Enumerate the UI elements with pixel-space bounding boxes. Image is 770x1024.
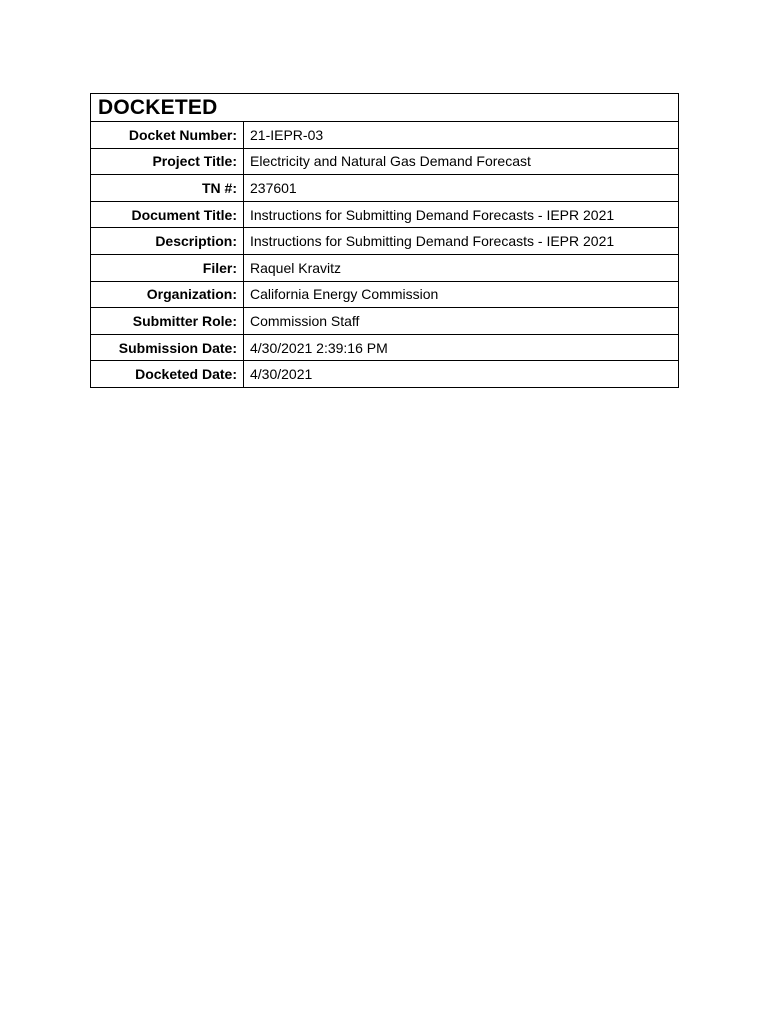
description-value: Instructions for Submitting Demand Forecasts - IEPR 2021 xyxy=(244,228,679,255)
organization-row xyxy=(91,281,678,308)
project-title-value: Electricity and Natural Gas Demand Forecast xyxy=(244,148,679,175)
tn-label: TN #: xyxy=(91,175,244,202)
tn-row xyxy=(91,175,678,202)
project-title-row xyxy=(91,148,678,175)
document-title-value: Instructions for Submitting Demand Forecasts - IEPR 2021 xyxy=(244,201,679,228)
submitter-role-label: Submitter Role: xyxy=(91,308,244,335)
submitter-role-row xyxy=(91,308,678,335)
submitter-role-value: Commission Staff xyxy=(244,308,679,335)
docket-info-table xyxy=(91,122,678,387)
tn-value: 237601 xyxy=(244,175,679,202)
docketed-date-row xyxy=(91,361,678,387)
docket-number-label: Docket Number: xyxy=(91,122,244,148)
description-row xyxy=(91,228,678,255)
filer-value: Raquel Kravitz xyxy=(244,254,679,281)
filer-label: Filer: xyxy=(91,254,244,281)
description-label: Description: xyxy=(91,228,244,255)
submission-date-label: Submission Date: xyxy=(91,334,244,361)
submission-date-value: 4/30/2021 2:39:16 PM xyxy=(244,334,679,361)
docketed-date-value: 4/30/2021 xyxy=(244,361,679,387)
organization-value: California Energy Commission xyxy=(244,281,679,308)
document-title-label: Document Title: xyxy=(91,201,244,228)
docketed-date-label: Docketed Date: xyxy=(91,361,244,387)
docket-number-value: 21-IEPR-03 xyxy=(250,126,324,143)
docketed-heading: DOCKETED xyxy=(91,94,678,122)
filer-row xyxy=(91,254,678,281)
document-title-row xyxy=(91,201,678,228)
docket-header-box xyxy=(90,93,679,388)
docket-number-row xyxy=(91,122,678,148)
organization-label: Organization: xyxy=(91,281,244,308)
project-title-label: Project Title: xyxy=(91,148,244,175)
submission-date-row xyxy=(91,334,678,361)
